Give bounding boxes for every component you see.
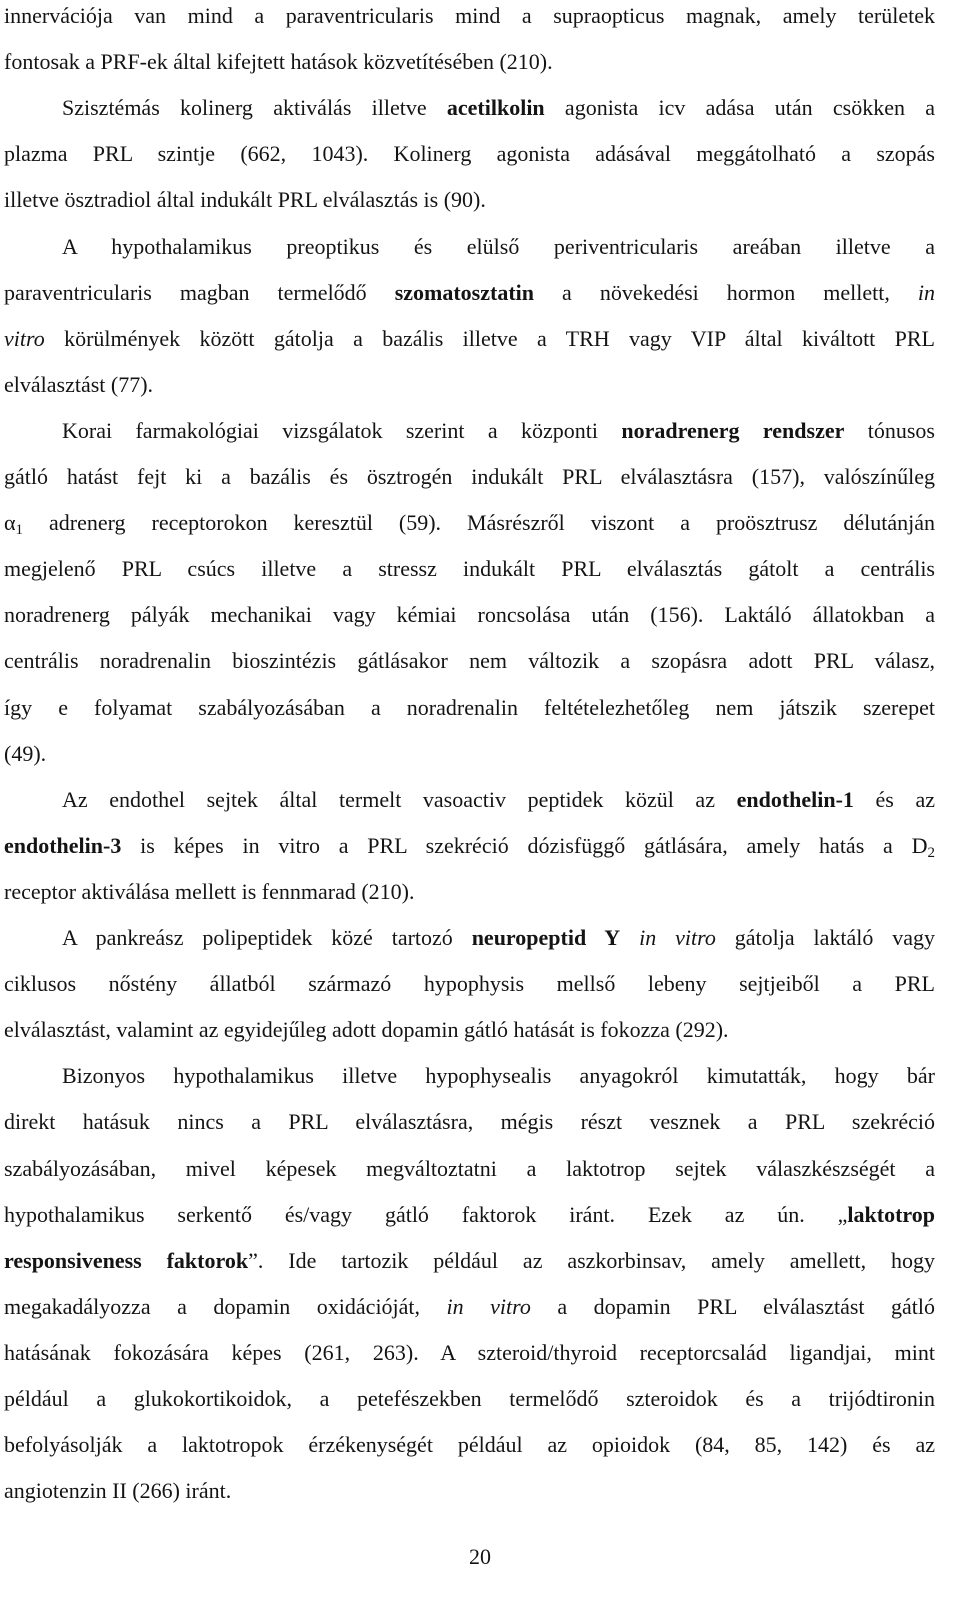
text-run: például a glukokortikoidok, a petefészekben termelődő szteroidok és a trijódtironin [4,1386,935,1411]
subscript: 1 [15,522,24,539]
text-run: fontosak a PRF-ek által kifejtett hatások közvetítésében (210). [4,49,553,75]
text-run: Szisztémás kolinerg aktiválás illetve [62,95,447,121]
text-run: hatásának fokozására képes (261, 263). A szteroid/thyroid receptorcsalád ligandjai, mint [4,1339,935,1365]
text-line [4,1385,935,1413]
text-line [4,1108,935,1136]
text-run: adrenerg receptorokon keresztül (59). Másrészről viszont a proösztrusz délutánján [23,510,935,536]
text-run: befolyásolják a laktotropok érzékenységét például az opioidok (84, 85, 142) és az [4,1432,935,1458]
bold-term: endothelin-1 [736,786,854,812]
text-run: Korai farmakológiai vizsgálatok szerint a központi [62,417,622,443]
text-line [4,647,935,675]
bold-term: noradrenerg rendszer [621,417,845,443]
text-line [4,832,935,860]
text-run: direkt hatásuk nincs a PRL elválasztásra, mégis részt vesznek a PRL szekréció [4,1109,935,1135]
text-run: körülmények között gátolja a bazális illetve a TRH vagy VIP által kiváltott PRL [44,325,935,351]
text-line [4,1477,935,1505]
italic-term: in vitro [446,1293,531,1319]
text-run: tónusos [844,417,935,443]
text-run: agonista icv adása után csökken a [544,95,936,121]
text-run: Az endothel sejtek által termelt vasoactiv peptidek közül az [62,786,737,812]
text-line [4,1155,935,1183]
text-run: ”. Ide tartozik például az aszkorbinsav, amely amellett, hogy [248,1247,936,1273]
text-run: megakadályozza a dopamin oxidációját, [4,1293,447,1319]
bold-term: laktotrop [847,1201,935,1227]
text-run: ciklusos nőstény állatból származó hypophysis mellső lebeny sejtjeiből a PRL [4,971,935,997]
text-line [4,740,935,768]
text-run: gátló hatást fejt ki a bazális és ösztrogén indukált PRL elválasztásra (157), valószínűleg [4,464,935,489]
text-line [4,279,935,307]
text-run: A pankreász polipeptidek közé tartozó [62,925,472,950]
text-line [62,233,935,261]
text-run: A hypothalamikus preoptikus és elülső periventricularis areában illetve a [62,233,935,259]
text-run: illetve ösztradiol által indukált PRL elválasztás is (90). [4,187,486,213]
text-run: α [4,510,16,536]
text-line [4,140,935,168]
text-run: így e folyamat szabályozásában a noradrenalin feltételezhetőleg nem játszik szerepet [4,694,935,720]
text-line [4,463,935,491]
text-run: Bizonyos hypothalamikus illetve hypophysealis anyagokról kimutatták, hogy bár [62,1063,935,1089]
page-number: 20 [469,1544,491,1569]
bold-term: acetilkolin [446,95,545,121]
text-line [4,694,935,722]
text-run: centrális noradrenalin bioszintézis gátlásakor nem változik a szopásra adott PRL válasz, [4,648,935,674]
text-run: noradrenerg pályák mechanikai vagy kémiai roncsolása után (156). Laktáló állatokban a [4,602,935,628]
text-run: angiotenzin II (266) iránt. [4,1478,232,1504]
text-run: (49). [4,740,47,766]
text-run: innervációja van mind a paraventricularis mind a supraopticus magnak, amely területek [4,3,935,28]
text-run [620,925,639,950]
text-run: szabályozásában, mivel képesek megváltoztatni a laktotrop sejtek válaszkészségét a [4,1155,935,1181]
text-line [4,48,935,76]
text-line [4,970,935,998]
text-run: a növekedési hormon mellett, [534,279,918,305]
text-line [4,601,935,629]
text-line [4,325,935,353]
italic-term: vitro [4,325,45,351]
text-line [62,924,935,952]
bold-term: responsiveness faktorok [4,1247,249,1273]
text-run: hypothalamikus serkentő és/vagy gátló faktorok iránt. Ezek az ún. „ [4,1201,848,1227]
text-run: megjelenő PRL csúcs illetve a stressz indukált PRL elválasztás gátolt a centrális [4,556,935,582]
text-line [4,1247,935,1275]
text-run: plazma PRL szintje (662, 1043). Kolinerg agonista adásával meggátolható a szopás [4,141,935,167]
text-run: elválasztást, valamint az egyidejűleg adott dopamin gátló hatását is fokozza (292). [4,1017,729,1043]
text-line [62,1062,935,1090]
text-run: is képes in vitro a PRL szekréció dózisfüggő gátlására, amely hatás a D [121,832,928,858]
text-line [4,509,935,537]
text-line [62,786,935,814]
text-run: a dopamin PRL elválasztást gátló [530,1293,935,1319]
text-run: és az [853,786,936,812]
text-line [4,1293,935,1321]
text-line [4,878,935,906]
bold-term: szomatosztatin [394,279,535,305]
text-run: gátolja laktáló vagy [715,925,936,950]
bold-term: endothelin-3 [4,832,122,858]
text-line [4,186,935,214]
text-line [4,1016,935,1044]
text-line [62,417,935,445]
bold-term: neuropeptid Y [471,925,621,950]
subscript: 2 [927,844,935,861]
italic-term: in vitro [639,925,716,950]
text-line [4,1201,935,1229]
text-line [4,371,935,399]
text-run: elválasztást (77). [4,371,154,397]
text-line [4,1431,935,1459]
text-line [62,94,935,122]
text-run: paraventricularis magban termelődő [4,279,395,305]
text-line [4,555,935,583]
text-line [4,1339,935,1367]
italic-term: in [917,279,935,305]
text-line [4,2,935,30]
text-run: receptor aktiválása mellett is fennmarad (210). [4,878,415,904]
